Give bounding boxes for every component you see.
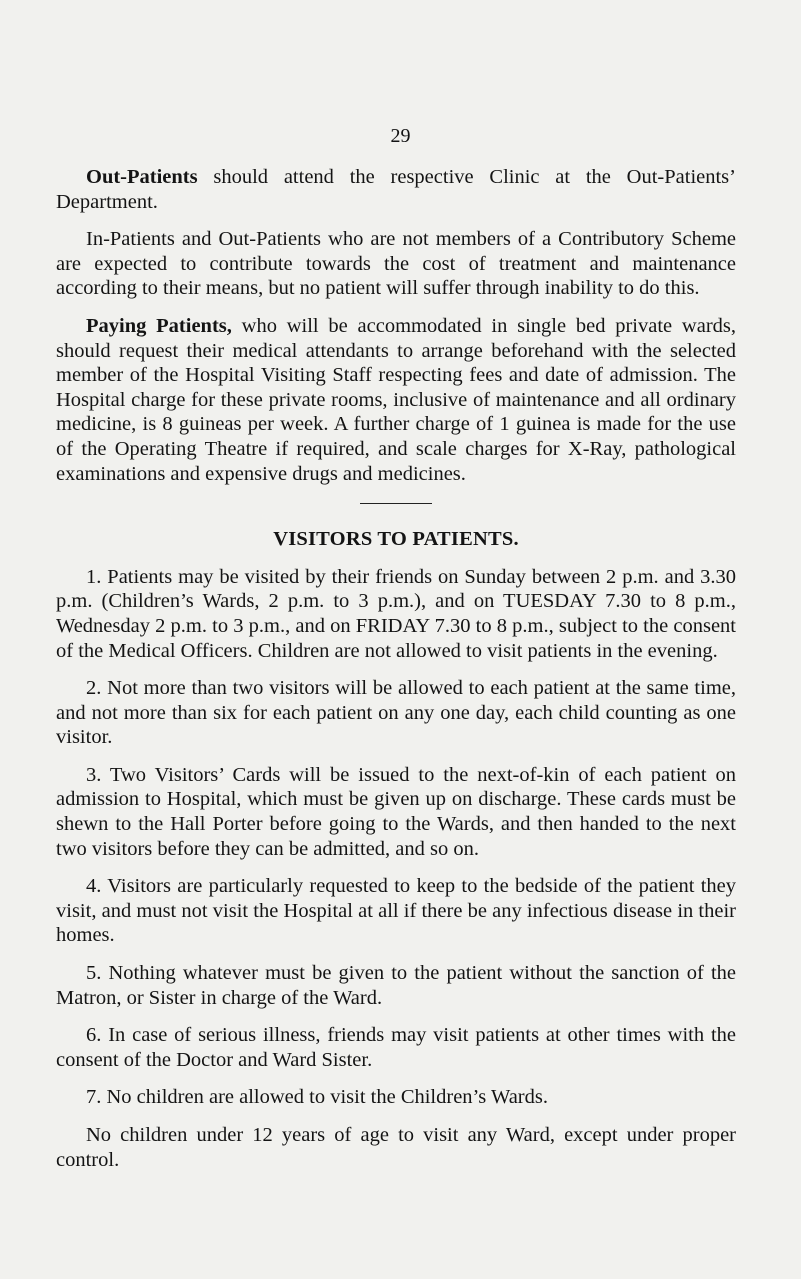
page-body xyxy=(56,165,736,1185)
rule-text: Not more than two visitors will be allowed to each patient at the same time, and not more than six for each patient on any one day, each child counting as one visitor. xyxy=(56,677,736,749)
visitor-rule-7 xyxy=(56,1085,736,1110)
rule-text: Nothing whatever must be given to the patient without the sanction of the Matron, or Sister in charge of the Ward. xyxy=(56,962,736,1009)
rule-number: 3. xyxy=(86,763,102,786)
visitors-heading: VISITORS TO PATIENTS. xyxy=(273,528,519,551)
out-patients-text: should attend the respective Clinic at the Out-Patients’ Department. xyxy=(56,166,736,213)
rule-text: In case of serious illness, friends may visit patients at other times with the consent of the Doctor and Ward Sister. xyxy=(56,1024,736,1071)
paying-patients-text: who will be accommodated in single bed private wards, should request their medical attendants to arrange beforehand with the selected member of the Hospital Visiting Staff respecting fees and date of admission. The Hospital charge for these private rooms, inclusive of maintenance and all ordinary medicine, is 8 guineas per week. A further charge of 1 guinea is made for the use of the Operating Theatre if required, and scale charges for X-Ray, pathological examinations and expensive drugs and medicines. xyxy=(56,314,737,485)
visitor-rule-3 xyxy=(56,763,736,861)
rule-number: 5. xyxy=(86,962,102,985)
rule-number: 2. xyxy=(86,677,102,700)
rule-text: Patients may be visited by their friends on Sunday between 2 p.m. and 3.30 p.m. (Children’s Wards, 2 p.m. to 3 p.m.), and on TUESDAY 7.30 to 8 p.m., Wednesday 2 p.m. to 3 p.m., and on FRIDAY 7.30 to 8 p.m., subject to the consent of the Medical Officers. Children are not allowed to visit patients in the evening. xyxy=(56,565,736,662)
rule-number: 7. xyxy=(86,1086,102,1109)
out-patients-paragraph xyxy=(56,165,736,214)
section-divider xyxy=(360,503,432,504)
page-number: 29 xyxy=(390,125,411,147)
paying-patients-lead: Paying Patients, xyxy=(86,314,232,337)
visitor-rule-2 xyxy=(56,676,736,750)
out-patients-lead: Out-Patients xyxy=(86,166,198,188)
contributions-paragraph xyxy=(56,227,736,301)
rule-number: 1. xyxy=(86,565,102,588)
visitor-rule-1 xyxy=(56,565,736,663)
rule-text: No children are allowed to visit the Children’s Wards. xyxy=(101,1086,548,1109)
visitor-rule-4 xyxy=(56,874,736,948)
rule-number: 6. xyxy=(86,1024,102,1047)
rule-text: Visitors are particularly requested to keep to the bedside of the patient they visit, and must not visit the Hospital at all if there be any infectious disease in their homes. xyxy=(56,875,736,947)
closing-text: No children under 12 years of age to visit any Ward, except under proper control. xyxy=(56,1124,736,1171)
rule-number: 4. xyxy=(86,875,102,898)
visitor-rule-5 xyxy=(56,961,736,1010)
paying-patients-paragraph xyxy=(56,314,736,486)
contributions-text: In-Patients and Out-Patients who are not members of a Contributory Scheme are expected to contribute towards the cost of treatment and maintenance according to their means, but no patient will suffer through inability to do this. xyxy=(56,228,736,300)
visitor-rule-6 xyxy=(56,1023,736,1072)
closing-paragraph xyxy=(56,1123,736,1172)
rule-text: Two Visitors’ Cards will be issued to the next-of-kin of each patient on admission to Hospital, which must be given up on discharge. These cards must be shewn to the Hall Porter before going to the Wards, and then handed to the next two visitors before they can be admitted, and so on. xyxy=(56,763,736,860)
